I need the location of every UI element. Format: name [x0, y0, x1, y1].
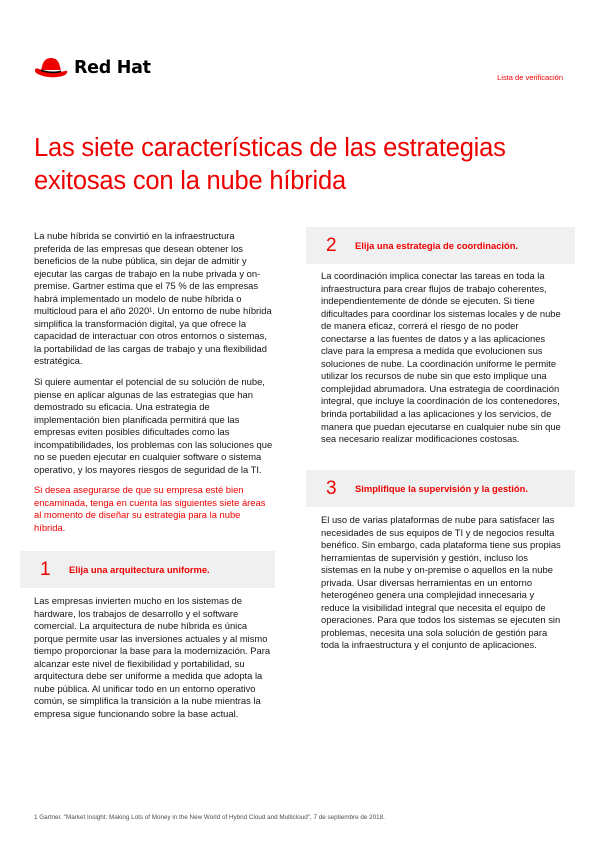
section-3-number: 3	[326, 477, 337, 499]
section-2-text: La coordinación implica conectar las tareas en toda la infraestructura para crear flujos de trabajo coherentes, independientemente de dónde se ejecuten. Si tiene dificultades para coordinar los sistemas locales y de nube de manera eficaz, correrá el riesgo de no poder conectarse a las fuentes de datos y a las aplicaciones clave para la empresa a medida que evolucionen sus soluciones de nube. La coordinación uniforme le permite utilizar los recursos de nube sin que esto implique una complejidad abrumadora. Una estrategia de coordinación integral, que incluye la coordinación de los contenedores, brinda portabilidad a las aplicaciones y los servicios, de manera que puedan ejecutarse en cualquier nube sin que sea necesario realizar modificaciones costosas.	[321, 270, 561, 445]
intro-paragraph-2: Si quiere aumentar el potencial de su solución de nube, piense en aplicar algunas de las estrategias que han demostrado su eficacia. Una estrategia de implementación bien planificada permitirá que las empresas eviten posibles dificultades como las incompatibilidades, los problemas con las soluciones que no se pueden ejecutar en cualquier software o sistema operativo, y los mayores riesgos de seguridad de la TI.	[34, 376, 273, 475]
section-1-header	[20, 551, 275, 588]
red-hat-logo	[33, 56, 151, 80]
section-3-body	[321, 514, 563, 660]
section-1-body	[34, 595, 274, 728]
section-2-body	[321, 270, 563, 454]
section-1-title: Elija una arquitectura uniforme.	[69, 564, 210, 575]
section-2-title: Elija una estrategia de coordinación.	[355, 240, 519, 251]
section-1-number: 1	[40, 558, 51, 580]
section-3-title: Simplifique la supervisión y la gestión.	[355, 483, 528, 494]
document-type-label: Lista de verificación	[497, 73, 563, 82]
section-3-text: El uso de varias plataformas de nube para satisfacer las necesidades de sus equipos de TI y de negocios resulta benéfico. Sin embargo, cada plataforma tiene sus propias herramientas de supervisión y gestión, incluso los sistemas en la nube y on-premise o aquellos en la nube privada. Usar diversas herramientas en un entorno heterogéneo genera una complejidad innecesaria y reduce la visibilidad integral que necesita el equipo de operaciones. Para que todos los sistemas se ejecuten sin problemas, necesita una sola solución de gestión para toda la infraestructura y el conjunto de aplicaciones.	[321, 514, 561, 651]
page-title: Las siete características de las estrategias exitosas con la nube híbrida	[34, 134, 506, 195]
intro-paragraph-1: La nube híbrida se convirtió en la infraestructura preferida de las empresas que desean obtener los beneficios de la nube pública, sin dejar de admitir y ejecutar las cargas de trabajo en la nube privada y on-premise. Gartner estima que el 75 % de las empresas habrá implementado un modelo de nube híbrida o multicloud para el año 2020¹. Un entorno de nube híbrida simplifica la transformación digital, ya que ofrece la capacidad de interactuar con otros entornos o sistemas, la portabilidad de las cargas de trabajo y una flexibilidad estratégica.	[34, 230, 272, 367]
section-2-header	[306, 227, 575, 264]
intro-callout: Si desea asegurarse de que su empresa esté bien encaminada, tenga en cuenta las siguientes siete áreas al momento de diseñar su estrategia para la nube híbrida.	[34, 484, 266, 534]
intro-column	[34, 230, 274, 543]
red-hat-fedora-icon	[33, 56, 69, 80]
brand-name: Red Hat	[74, 58, 151, 78]
section-2-number: 2	[326, 234, 337, 256]
footnote: 1 Gartner. "Market Insight: Making Lots of Money in the New World of Hybrid Cloud and Multicloud", 7 de septiembre de 2018.	[34, 814, 385, 821]
section-1-text: Las empresas invierten mucho en los sistemas de hardware, los trabajos de desarrollo y el software comercial. La arquitectura de nube híbrida es única porque permite usar las inversiones actuales y al mismo tiempo proporcionar la base para la modernización. Para alcanzar este nivel de flexibilidad y portabilidad, su arquitectura debe ser uniforme a medida que adopta la nube pública. Al unificar todo en un entorno operativo común, se simplifica la transición a la nube mientras la empresa sigue funcionando sobre la base actual.	[34, 595, 271, 719]
section-3-header	[306, 470, 575, 507]
